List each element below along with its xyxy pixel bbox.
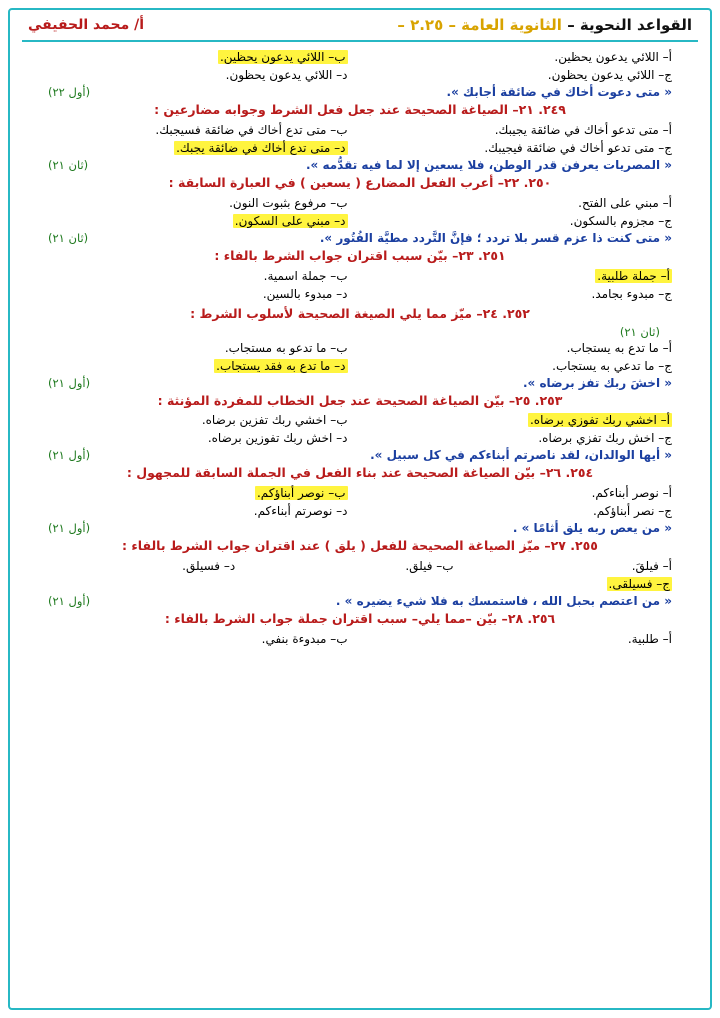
option-b[interactable]: ب– مبدوءة بنفي. <box>261 632 348 646</box>
option-c[interactable]: ج– مجزوم بالسكون. <box>569 213 672 228</box>
options-row <box>22 139 698 157</box>
options-row <box>22 121 698 139</box>
question-block <box>22 393 698 463</box>
options-row <box>22 557 698 575</box>
option-d[interactable]: د– فسيلق. <box>182 559 236 574</box>
option-d[interactable]: د– نوصرتم أبناءكم. <box>253 504 348 519</box>
quote-row <box>22 85 698 99</box>
question-heading: ٢٥٤. ٢٦– بيّن الصياغة الصحيحة عند بناء الفعل في الجملة السابقة للمجهول : <box>126 465 594 481</box>
question-heading: ٢٤٩. ٢١– الصياغة الصحيحة عند جعل فعل الشرط وجوابه مضارعين : <box>154 102 566 117</box>
options-row <box>22 484 698 502</box>
page-title <box>397 16 692 34</box>
exam-tag: (ثان ٢١) <box>48 157 89 172</box>
option-c[interactable]: ج– اللائي يدعون يحظون. <box>547 68 672 82</box>
exam-tag-pre: (ثان ٢١) <box>619 324 660 339</box>
option-spacer-2 <box>48 575 235 593</box>
exam-tag: (أول ٢١) <box>48 594 91 609</box>
options-row <box>22 267 698 285</box>
question-block <box>22 48 698 99</box>
option-d[interactable]: د– اللائي يدعون يحظون. <box>225 68 348 82</box>
options-row <box>22 411 698 429</box>
options-row <box>22 339 698 357</box>
options-row <box>22 66 698 84</box>
option-b[interactable]: ب– اللائي يدعون يحظين. <box>219 50 346 64</box>
option-a[interactable]: أ– اخشي ربك تفوزي برضاه. <box>529 413 670 428</box>
quote-text: « أيها الوالدان، لقد ناصرتم أبناءكم في كل سبيل ». <box>370 448 672 463</box>
option-c[interactable]: ج– اخش ربك تفزي برضاه. <box>538 431 672 446</box>
option-a[interactable]: أ– نوصر أبناءكم. <box>591 486 672 501</box>
exam-tag: (أول ٢٢) <box>48 85 91 99</box>
option-b[interactable]: ب– اخشي ربك تفزين برضاه. <box>201 413 348 428</box>
option-a[interactable]: أ– اللائي يدعون يحظين. <box>554 50 672 64</box>
option-a[interactable]: أ– ما تدع به يستجاب. <box>566 340 672 355</box>
options-row <box>22 429 698 447</box>
option-c[interactable]: ج– مبدوء بجامد. <box>591 286 672 301</box>
pre-tag-row <box>22 325 698 339</box>
question-heading: ٢٥٦. ٢٨– بيّن –مما يلي– سبب اقتران جملة جواب الشرط بالفاء : <box>164 611 556 627</box>
option-b[interactable]: ب– جملة اسمية. <box>263 268 348 283</box>
page-header <box>22 14 698 42</box>
question-block <box>22 465 698 535</box>
option-d[interactable]: د– ما تدع به فقد يستجاب. <box>216 358 346 373</box>
question-heading: ٢٥٣. ٢٥– بيّن الصياغة الصحيحة عند جعل الخطاب للمفردة المؤنثة : <box>157 392 563 408</box>
exam-tag: (ثان ٢١) <box>48 230 89 245</box>
option-c[interactable]: ج– نصر أبناؤكم. <box>592 504 672 519</box>
question-block <box>22 306 698 390</box>
option-c[interactable]: ج– متى تدعو أخاك في ضائقة فيجيبك. <box>484 140 672 155</box>
options-row <box>22 48 698 66</box>
quote-row <box>22 521 698 535</box>
author-name: أ/ محمد الحفيفي <box>28 17 145 33</box>
title-accent: الثانوية العامة – ٢.٢٥ – <box>397 16 562 34</box>
quote-text: « اخشَ ربك تفز برضاه ». <box>522 375 672 390</box>
option-a[interactable]: أ– جملة طلبية. <box>597 268 670 283</box>
page-content <box>8 8 712 654</box>
options-row <box>22 285 698 303</box>
options-row <box>22 357 698 375</box>
option-b[interactable]: ب– متى تدع أخاك في ضائقة فسيجبك. <box>155 122 348 137</box>
option-a[interactable]: أ– طلبية. <box>627 632 672 646</box>
question-heading: ٢٥٢. ٢٤– ميّز مما يلي الصيغة الصحيحة لأسلوب الشرط : <box>190 305 530 321</box>
question-block <box>22 538 698 608</box>
option-spacer <box>266 575 453 593</box>
option-a[interactable]: أ– مبني على الفتح. <box>578 195 672 210</box>
option-b[interactable]: ب– ما تدعو به مستجاب. <box>224 340 348 355</box>
option-a[interactable]: أ– متى تدعو أخاك في ضائقة يجيبك. <box>494 122 672 137</box>
option-b[interactable]: ب– مرفوع بثبوت النون. <box>229 195 348 210</box>
quote-text: « من اعتصم بحبل الله ، فاستمسك به فلا شيء يضيره » . <box>335 594 672 609</box>
question-block <box>22 175 698 245</box>
quote-text: « متى دعوت أخاك في ضائقة أجابك ». <box>446 85 672 99</box>
question-block <box>22 102 698 172</box>
options-row <box>22 212 698 230</box>
question-block <box>22 248 698 303</box>
exam-tag: (أول ٢١) <box>48 521 91 536</box>
quote-row <box>22 376 698 390</box>
options-row <box>22 194 698 212</box>
option-d[interactable]: د– مبدوء بالسين. <box>262 286 348 301</box>
exam-tag: (أول ٢١) <box>48 375 91 390</box>
question-heading: ٢٥٥. ٢٧– ميّز الصياغة الصحيحة للفعل ( يلق ) عند اقتران جواب الشرط بالفاء : <box>122 538 598 554</box>
title-main: القواعد النحوية – <box>567 16 692 34</box>
option-d[interactable]: د– متى تدع أخاك في ضائقة يجبك. <box>176 140 346 155</box>
option-d[interactable]: د– اخش ربك تفوزين برضاه. <box>207 431 348 446</box>
options-row <box>22 502 698 520</box>
quote-row <box>22 231 698 245</box>
question-block <box>22 611 698 648</box>
question-heading: ٢٥١. ٢٣– بيّن سبب اقتران جواب الشرط بالفاء : <box>214 247 506 263</box>
option-b[interactable]: ب– فيلق. <box>405 559 454 574</box>
option-c[interactable]: ج– ما تدعي به يستجاب. <box>552 358 672 373</box>
options-row <box>22 630 698 648</box>
quote-row <box>22 158 698 172</box>
option-a[interactable]: أ– فيلقَ. <box>631 559 672 574</box>
quote-text: « متى كنت ذا عزم قسر بلا تردد ؛ فإنَّ التَّردد مطيَّة الفُتُور ». <box>319 230 672 245</box>
quote-text: « من يعص ربه يلق أثامًا » . <box>512 521 672 536</box>
question-heading: ٢٥٠. ٢٢– أعرب الفعل المضارع ( يسعين ) في العبارة السابقة : <box>168 174 552 190</box>
exam-tag: (أول ٢١) <box>48 448 91 463</box>
option-d[interactable]: د– مبني على السكون. <box>234 213 346 228</box>
quote-row <box>22 448 698 462</box>
quote-text: « المصريات يعرفن قدر الوطن، فلا يسعين إلا لما فيه تقدُّمه ». <box>305 157 672 172</box>
option-c[interactable]: ج– فسيلقى. <box>608 577 670 592</box>
option-b[interactable]: ب– نوصر أبناؤكم. <box>256 486 346 501</box>
quote-row <box>22 594 698 608</box>
options-row <box>22 575 698 593</box>
